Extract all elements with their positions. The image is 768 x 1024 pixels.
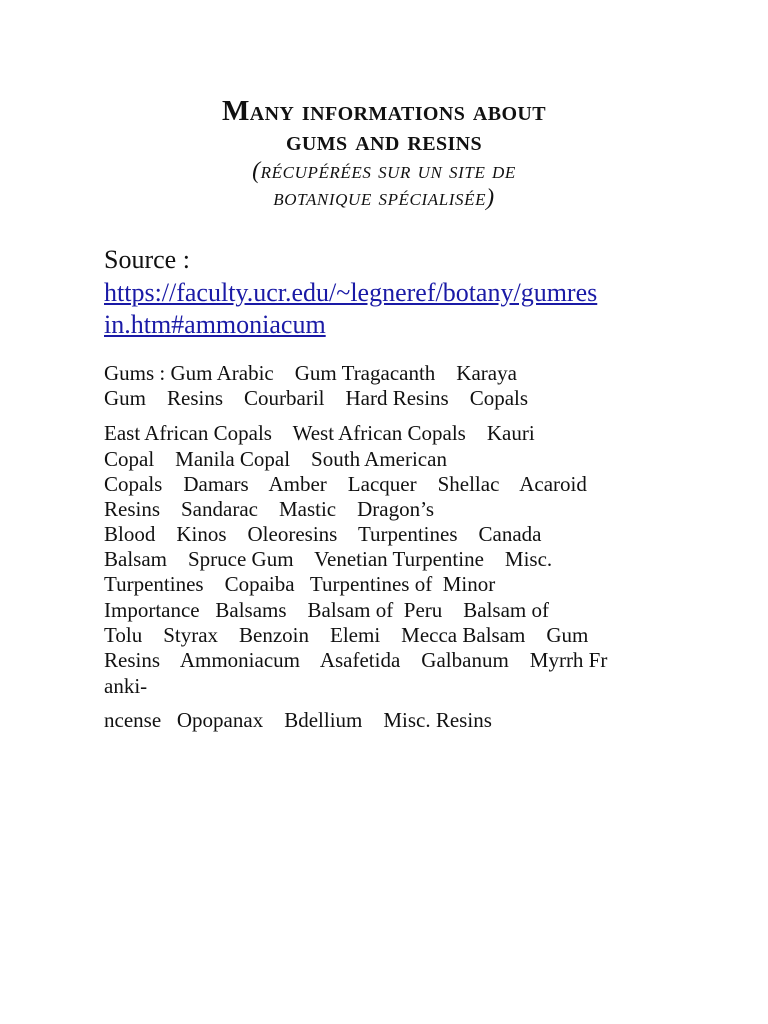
body-text-line-14: ncense Opopanax Bdellium Misc. Resins <box>104 708 492 732</box>
body-text-line-11: Tolu Styrax Benzoin Elemi Mecca Balsam Gum <box>104 623 589 647</box>
document-subtitle-line-1: (récupérées sur un site de <box>252 158 516 184</box>
body-text-line-13: anki- <box>104 674 148 698</box>
body-text-line-8: Balsam Spruce Gum Venetian Turpentine Misc. <box>104 547 553 571</box>
body-text-line-3: East African Copals West African Copals Kauri <box>104 421 535 445</box>
body-text-line-1: Gums : Gum Arabic Gum Tragacanth Karaya <box>104 361 517 385</box>
body-text-line-6: Resins Sandarac Mastic Dragon’s <box>104 497 435 521</box>
body-text-line-9: Turpentines Copaiba Turpentines of Minor <box>104 572 496 596</box>
body-text-line-4: Copal Manila Copal South American <box>104 447 447 471</box>
document-title-line-1: Many informations about <box>221 95 547 127</box>
document-title-line-2: gums and resins <box>285 125 483 157</box>
body-text-line-10: Importance Balsams Balsam of Peru Balsam of <box>104 598 549 622</box>
source-label: Source : <box>104 245 190 274</box>
body-text-line-12: Resins Ammoniacum Asafetida Galbanum Myrrh Fr <box>104 648 608 672</box>
source-link-line-2[interactable]: in.htm#ammoniacum <box>104 310 326 339</box>
body-text-line-7: Blood Kinos Oleoresins Turpentines Canada <box>104 522 542 546</box>
body-text-line-2: Gum Resins Courbaril Hard Resins Copals <box>104 386 529 410</box>
source-link-line-1[interactable]: https://faculty.ucr.edu/~legneref/botany/gumres <box>104 278 598 307</box>
document-subtitle-line-2: botanique spécialisée) <box>273 185 495 211</box>
body-text-line-5: Copals Damars Amber Lacquer Shellac Acaroid <box>104 472 587 496</box>
